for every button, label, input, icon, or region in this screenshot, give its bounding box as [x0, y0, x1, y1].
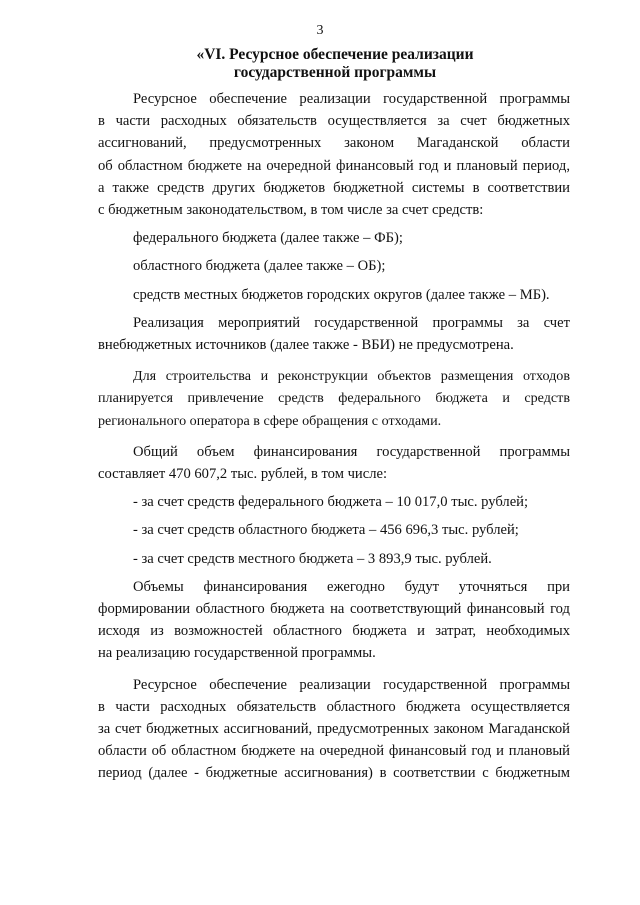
text-line: - за счет средств федерального бюджета – 10 017,0 тыс. рублей;	[133, 494, 529, 511]
text-line: - за счет средств областного бюджета – 456 696,3 тыс. рублей;	[133, 522, 519, 539]
funding-item-local	[98, 548, 570, 570]
paragraph-extra-budgetary	[98, 312, 570, 356]
text-line: области об областном бюджете на очередной финансовый год и плановый	[98, 743, 570, 760]
text-line: с бюджетным законодательством, в том числе за счет средств:	[98, 202, 484, 219]
text-line: исходя из возможностей областного бюджета и затрат, необходимых	[98, 623, 570, 640]
paragraph-funding-adjustment	[98, 576, 570, 665]
paragraph-regional-budget-obligations	[98, 674, 570, 785]
text-line: а также средств других бюджетов бюджетной системы в соответствии	[98, 179, 570, 196]
text-line: Ресурсное обеспечение реализации государственной программы	[133, 676, 570, 693]
text-line: Объемы финансирования ежегодно будут уточняться при	[133, 578, 570, 595]
page-number: 3	[316, 23, 324, 38]
text-line: внебюджетных источников (далее также - ВБИ) не предусмотрена.	[98, 337, 514, 354]
text-line: в части расходных обязательств областного бюджета осуществляется	[98, 698, 570, 715]
text-line: областного бюджета (далее также – ОБ);	[133, 258, 386, 275]
text-line: Ресурсное обеспечение реализации государственной программы	[133, 91, 570, 107]
text-line: за счет бюджетных ассигнований, предусмотренных законом Магаданской	[98, 721, 570, 738]
text-line: составляет 470 607,2 тыс. рублей, в том числе:	[98, 466, 388, 483]
text-line: - за счет средств местного бюджета – 3 893,9 тыс. рублей.	[133, 550, 492, 567]
list-item-regional-budget	[98, 255, 570, 277]
section-heading	[90, 46, 580, 82]
text-line: регионального оператора в сфере обращения с отходами.	[98, 412, 442, 429]
text-line: на реализацию государственной программы.	[98, 645, 376, 662]
paragraph-total-funding	[98, 441, 570, 485]
paragraph-waste-facilities	[98, 365, 570, 432]
funding-item-regional	[98, 519, 570, 541]
text-line: Для строительства и реконструкции объектов размещения отходов	[133, 368, 570, 385]
text-line: формировании областного бюджета на соответствующий финансовый год	[98, 601, 570, 618]
text-line: планируется привлечение средств федерального бюджета и средств	[98, 390, 570, 407]
text-line: ассигнований, предусмотренных законом Магаданской области	[98, 135, 570, 152]
section-heading-line-2: государственной программы	[233, 64, 437, 81]
text-line: Реализация мероприятий государственной программы за счет	[133, 314, 570, 331]
text-line: федерального бюджета (далее также – ФБ);	[133, 230, 403, 247]
text-line: в части расходных обязательств осуществляется за счет бюджетных	[98, 113, 570, 130]
list-item-federal-budget	[98, 227, 570, 249]
paragraph-resource-provision	[98, 88, 570, 221]
section-heading-line-1: «VI. Ресурсное обеспечение реализации	[196, 46, 474, 63]
document-body	[98, 88, 570, 785]
text-line: средств местных бюджетов городских округов (далее также – МБ).	[133, 286, 550, 303]
text-line: период (далее - бюджетные ассигнования) в соответствии с бюджетным	[98, 765, 570, 782]
list-item-local-budgets	[98, 284, 570, 306]
text-line: Общий объем финансирования государственной программы	[133, 443, 570, 460]
funding-item-federal	[98, 491, 570, 513]
text-line: об областном бюджете на очередной финансовый год и плановый период,	[98, 157, 570, 174]
